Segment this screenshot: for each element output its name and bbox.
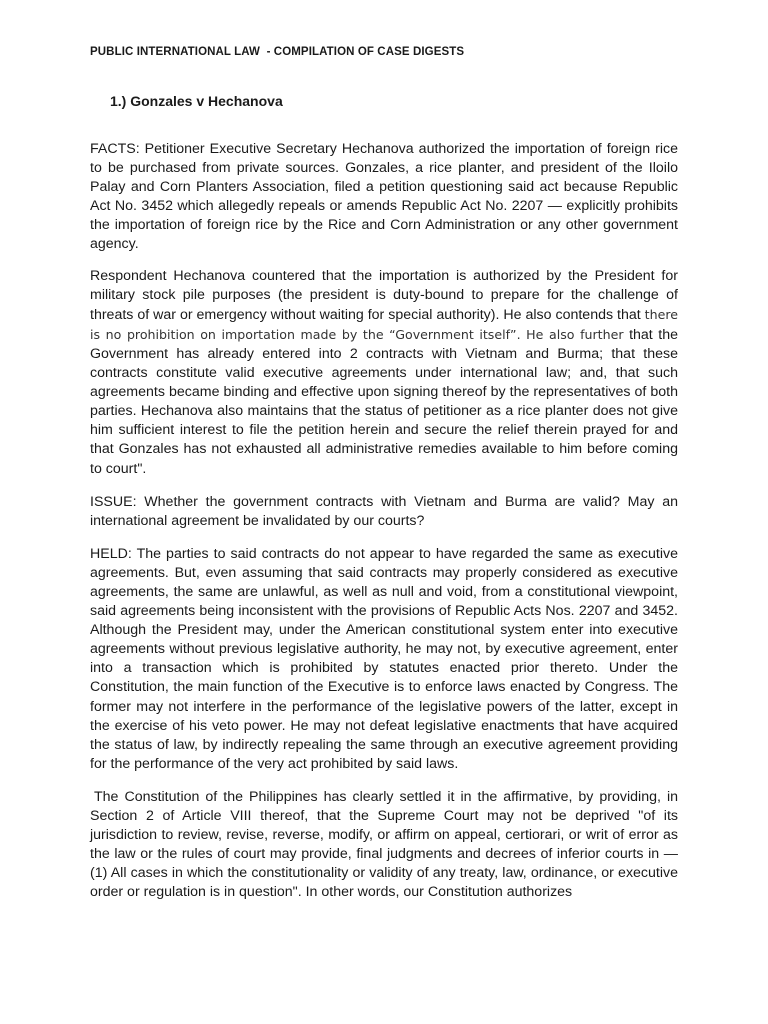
document-body (90, 140, 678, 916)
case-title: 1.) Gonzales v Hechanova (110, 93, 283, 109)
facts-paragraph: FACTS: Petitioner Executive Secretary Hechanova authorized the importation of foreign rice to be purchased from private sources. Gonzales, a rice planter, and president of the Iloilo Palay and Corn Planters Association, filed a petition questioning said act because Republic Act No. 3452 which allegedly repeals or amends Republic Act No. 2207 — explicitly prohibits the importation of foreign rice by the Rice and Corn Administration or any other government agency. (90, 141, 678, 253)
respondent-text-part-3: that the Government has already entered into 2 contracts with Vietnam and Burma; that these contracts constitute valid executive agreements under international law; and, that such agreements became binding and effective upon signing thereof by the representatives of both parties. Hechanova also maintains that the status of petitioner as a rice planter does not give him sufficient interest to file the petition herein and secure the relief therein prayed for and that Gonzales has not exhausted all administrative remedies available to him before coming to court". (90, 326, 678, 477)
respondent-paragraph (90, 267, 678, 479)
page-header: PUBLIC INTERNATIONAL LAW - COMPILATION OF CASE DIGESTS (90, 46, 465, 58)
constitution-paragraph: The Constitution of the Philippines has clearly settled it in the affirmative, by providing, in Section 2 of Article VIII thereof, that the Supreme Court may not be deprived "of its jurisdiction to review, revise, reverse, modify, or affirm on appeal, certiorari, or writ of error as the law or the rules of court may provide, final judgments and decrees of inferior courts in — (1) All cases in which the constitutionality or validity of any treaty, law, ordinance, or executive order or regulation is in question". In other words, our Constitution authorizes (90, 788, 678, 901)
respondent-text-part-2: there is no prohibition on importation made by the “Government itself”. He also further (90, 306, 678, 342)
issue-paragraph: ISSUE: Whether the government contracts with Vietnam and Burma are valid? May an international agreement be invalidated by our courts? (90, 493, 678, 529)
held-paragraph: HELD: The parties to said contracts do not appear to have regarded the same as executive agreements. But, even assuming that said contracts may properly considered as executive agreements, the same are unlawful, as well as null and void, from a constitutional viewpoint, said agreements being inconsistent with the provisions of Republic Acts Nos. 2207 and 3452. Although the President may, under the American constitutional system enter into executive agreements without previous legislative authority, he may not, by executive agreement, enter into a transaction which is prohibited by statutes enacted prior thereto. Under the Constitution, the main function of the Executive is to enforce laws enacted by Congress. The former may not interfere in the performance of the legislative powers of the latter, except in the exercise of his veto power. He may not defeat legislative enactments that have acquired the status of law, by indirectly repealing the same through an executive agreement providing for the performance of the very act prohibited by said laws. (90, 545, 678, 772)
respondent-text-part-1: Respondent Hechanova countered that the importation is authorized by the President for military stock pile purposes (the president is duty-bound to prepare for the challenge of threats of war or emergency without waiting for special authority). He also contends that (90, 267, 678, 323)
